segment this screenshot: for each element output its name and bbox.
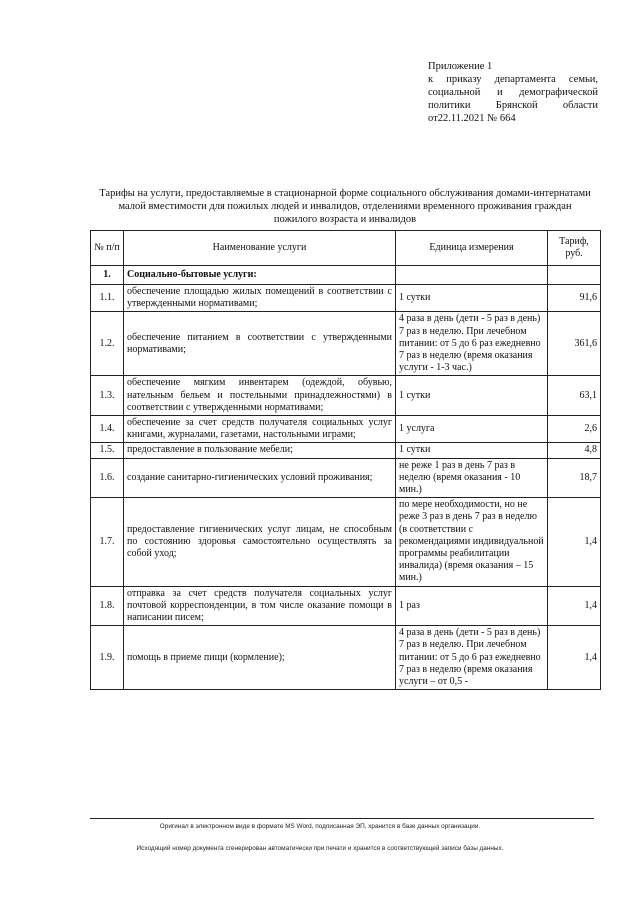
row-unit: 1 сутки xyxy=(396,443,548,458)
annex-line: политики Брянской области xyxy=(428,100,598,111)
row-service-name: обеспечение питанием в соответствии с утвержденными нормативами; xyxy=(124,312,396,376)
footer-note-number: Исходящий номер документа сгенерирован автоматически при печати и хранится в соответствующей записи базы данных. xyxy=(136,845,504,852)
row-unit: 1 услуга xyxy=(396,416,548,443)
section-num: 1. xyxy=(91,266,124,285)
row-unit: 1 раз xyxy=(396,586,548,626)
row-tariff: 361,6 xyxy=(548,312,601,376)
row-unit: по мере необходимости, но не реже 3 раз в день 7 раз в неделю (в соответствии с рекомендациями индивидуальной программы реабилитации инвалида) (время оказания – 15 мин.) xyxy=(396,498,548,586)
header-num: № п/п xyxy=(91,231,124,266)
row-service-name: обеспечение площадью жилых помещений в соответствии с утвержденными нормативами; xyxy=(124,285,396,312)
row-num: 1.3. xyxy=(91,376,124,416)
row-tariff: 1,4 xyxy=(548,498,601,586)
footer-note-original: Оригинал в электронном виде в формате MS Word, подписанная ЭП, хранится в базе данных организации. xyxy=(159,823,481,830)
section-row xyxy=(91,266,601,285)
table-row xyxy=(91,458,601,498)
table-row xyxy=(91,312,601,376)
row-num: 1.6. xyxy=(91,458,124,498)
document-title: Тарифы на услуги, предоставляемые в стационарной форме социального обслуживания домами-интернатами малой вместимости для пожилых людей и инвалидов, отделениями временного проживания граждан пожилого возраста и инвалидов xyxy=(99,188,591,225)
row-num: 1.9. xyxy=(91,626,124,690)
row-num: 1.8. xyxy=(91,586,124,626)
row-unit: 4 раза в день (дети - 5 раз в день) 7 раз в неделю. При лечебном питании: от 5 до 6 раз ежедневно 7 раз в неделю (время оказания услуги – от 0,5 - xyxy=(396,626,548,690)
row-unit: 4 раза в день (дети - 5 раз в день) 7 раз в неделю. При лечебном питании: от 5 до 6 раз ежедневно 7 раз в неделю (время оказания услуги - 1-3 час.) xyxy=(396,312,548,376)
row-tariff: 2,6 xyxy=(548,416,601,443)
table-header-row xyxy=(91,231,601,266)
row-num: 1.7. xyxy=(91,498,124,586)
row-service-name: создание санитарно-гигиенических условий проживания; xyxy=(124,458,396,498)
row-unit: 1 сутки xyxy=(396,376,548,416)
row-unit: не реже 1 раз в день 7 раз в неделю (время оказания - 10 мин.) xyxy=(396,458,548,498)
table-row xyxy=(91,376,601,416)
table-row xyxy=(91,285,601,312)
row-tariff: 91,6 xyxy=(548,285,601,312)
header-unit: Единица измерения xyxy=(396,231,548,266)
footer-divider xyxy=(90,818,594,819)
table-row xyxy=(91,586,601,626)
row-unit: 1 сутки xyxy=(396,285,548,312)
section-name: Социально-бытовые услуги: xyxy=(124,266,396,285)
row-service-name: помощь в приеме пищи (кормление); xyxy=(124,626,396,690)
row-service-name: обеспечение мягким инвентарем (одеждой, обувью, нательным бельем и постельными принадлежностями) в соответствии с утвержденными нормативами; xyxy=(124,376,396,416)
row-num: 1.1. xyxy=(91,285,124,312)
annex-date: от22.11.2021 № 664 xyxy=(428,113,516,124)
row-tariff: 18,7 xyxy=(548,458,601,498)
table-row xyxy=(91,443,601,458)
section-unit-empty xyxy=(396,266,548,285)
table-row xyxy=(91,626,601,690)
table-row xyxy=(91,416,601,443)
annex-line: социальной и демографической xyxy=(428,87,598,98)
row-service-name: предоставление в пользование мебели; xyxy=(124,443,396,458)
row-service-name: обеспечение за счет средств получателя социальных услуг книгами, журналами, газетами, настольными играми; xyxy=(124,416,396,443)
row-tariff: 1,4 xyxy=(548,626,601,690)
row-tariff: 1,4 xyxy=(548,586,601,626)
annex-line: к приказу департамента семьи, xyxy=(428,74,598,85)
row-num: 1.4. xyxy=(91,416,124,443)
row-num: 1.5. xyxy=(91,443,124,458)
header-name: Наименование услуги xyxy=(124,231,396,266)
header-tariff: Тариф, руб. xyxy=(548,231,601,266)
row-num: 1.2. xyxy=(91,312,124,376)
section-tariff-empty xyxy=(548,266,601,285)
row-tariff: 63,1 xyxy=(548,376,601,416)
annex-title: Приложение 1 xyxy=(428,61,493,72)
table-row xyxy=(91,498,601,586)
annex-block xyxy=(428,60,598,125)
tariff-table xyxy=(90,230,601,690)
row-service-name: отправка за счет средств получателя социальных услуг почтовой корреспонденции, в том числе оказание помощи в написании писем; xyxy=(124,586,396,626)
row-service-name: предоставление гигиенических услуг лицам, не способным по состоянию здоровья самостоятельно осуществлять за собой уход; xyxy=(124,498,396,586)
row-tariff: 4,8 xyxy=(548,443,601,458)
